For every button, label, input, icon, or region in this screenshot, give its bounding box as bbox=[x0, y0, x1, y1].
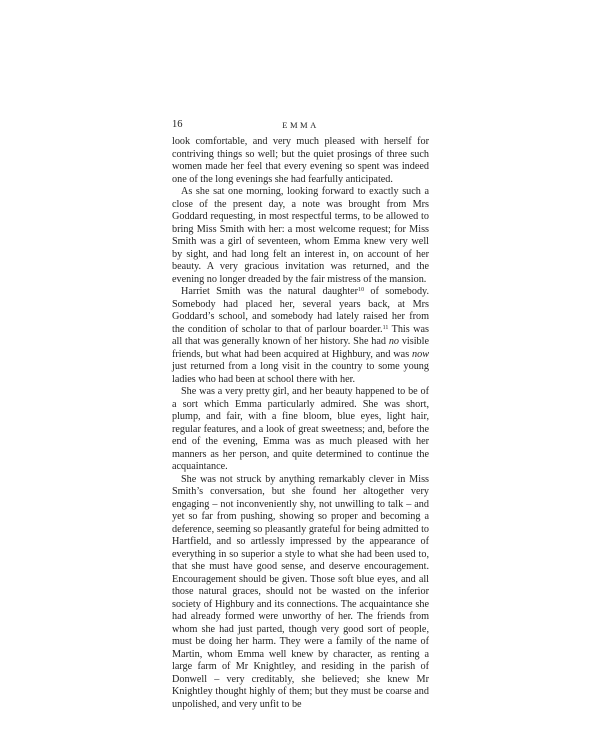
running-header bbox=[172, 119, 429, 133]
footnote-marker: 10 bbox=[358, 287, 365, 293]
paragraph-p2 bbox=[172, 186, 429, 286]
text-run: Harriet Smith was the natural daughter bbox=[181, 286, 359, 297]
text-run: just returned from a long visit in the country to some young ladies who had been at school there with her. bbox=[172, 361, 429, 385]
body-text bbox=[172, 136, 429, 711]
text-run: As she sat one morning, looking forward to exactly such a close of the present day, a note was brought from Mrs Goddard requesting, in most respectful terms, to be allowed to bring Miss Smith with her: a most welcome request; for Miss Smith was a girl of seventeen, whom Emma knew very well by sight, and had long felt an interest in, on account of her beauty. A very gracious invitation was returned, and the evening no longer dreaded by the fair mistress of the mansion. bbox=[172, 186, 429, 285]
footnote-marker: 11 bbox=[382, 324, 389, 331]
running-title: EMMA bbox=[282, 120, 319, 130]
text-run: She was not struck by anything remarkably clever in Miss Smith’s conversation, but she found her altogether very engaging – not inconveniently shy, not unwilling to talk – and yet so far from pushing, showing so proper and becoming a deference, seeming so pleasantly grateful for being admitted to Hartfield, and so artlessly impressed by the appearance of everything in so superior a style to what she had been used to, that she must have good sense, and deserve encouragement. Encouragement should be given. Those soft blue eyes, and all those natural graces, should not be wasted on the inferior society of Highbury and its connections. The acquaintance she had already formed were unworthy of her. The friends from whom she had just parted, though very good sort of people, must be doing her harm. They were a family of the name of Martin, whom Emma well knew by character, as renting a large farm of Mr Knightley, and residing in the parish of Donwell – very creditably, she believed; she knew Mr Knightley thought highly of them; but they must be coarse and unpolished, and very unfit to be bbox=[172, 473, 429, 710]
emphasis: now bbox=[412, 348, 429, 360]
text-run: of somebody. Somebody had placed her, several years back, at Mrs Goddard’s school, and somebody had lately raised her from the condition of scholar to that of parlour boarder. bbox=[172, 286, 430, 335]
paragraph-p5 bbox=[172, 474, 429, 712]
paragraph-p3 bbox=[172, 286, 429, 386]
emphasis: no bbox=[388, 336, 399, 347]
text-run: This was all that was generally known of her history. She had bbox=[172, 323, 429, 347]
text-run: visible friends, but what had been acquired at Highbury, and was bbox=[172, 336, 429, 360]
paragraph-p4 bbox=[172, 386, 429, 474]
paragraph-p1 bbox=[172, 136, 429, 186]
text-run: She was a very pretty girl, and her beauty happened to be of a sort which Emma particularly admired. She was short, plump, and fair, with a fine bloom, blue eyes, light hair, regular features, and a look of great sweetness; and, before the end of the evening, Emma was as much pleased with her manners as her person, and quite determined to continue the acquaintance. bbox=[172, 386, 429, 472]
page-number: 16 bbox=[172, 119, 183, 130]
text-run: look comfortable, and very much pleased with herself for contriving things so well; but the quiet prosings of three such women made her feel that every evening so spent was indeed one of the long evenings she had fearfully anticipated. bbox=[172, 136, 429, 185]
